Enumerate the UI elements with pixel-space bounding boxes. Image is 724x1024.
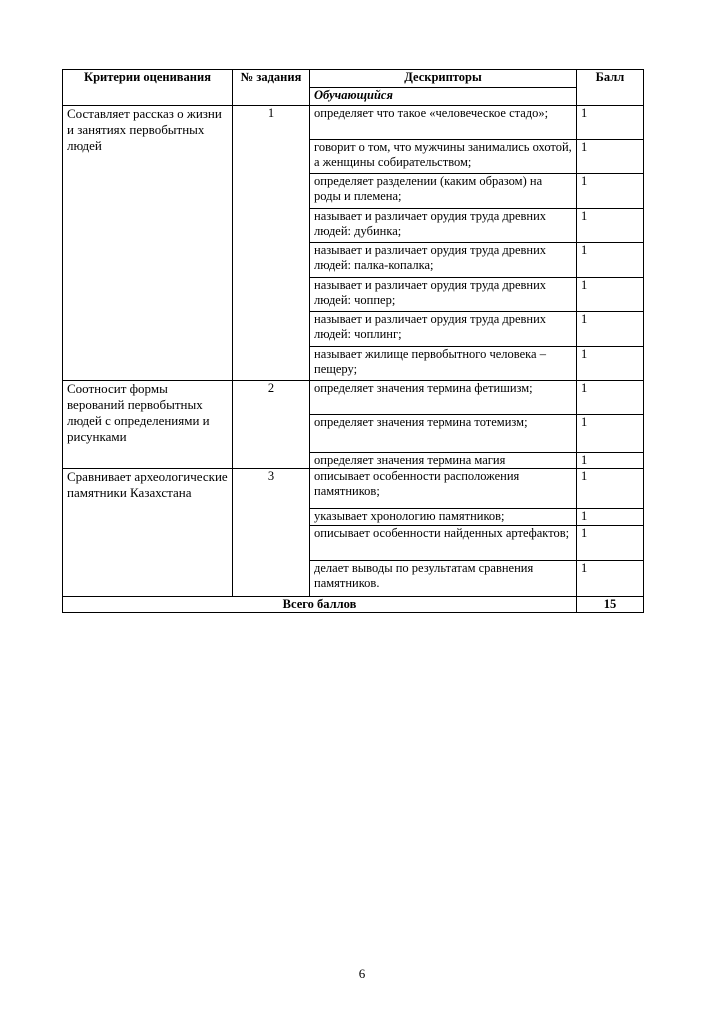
score-cell: 1 xyxy=(577,347,644,381)
descriptor-cell: называет и различает орудия труда древних людей: палка-копалка; xyxy=(310,243,577,278)
descriptor-cell: определяет значения термина фетишизм; xyxy=(310,381,577,415)
score-cell: 1 xyxy=(577,140,644,174)
descriptor-cell: делает выводы по результатам сравнения памятников. xyxy=(310,561,577,597)
score-cell: 1 xyxy=(577,509,644,526)
descriptor-cell: называет и различает орудия труда древних людей: дубинка; xyxy=(310,209,577,243)
header-criteria: Критерии оценивания xyxy=(63,70,233,106)
header-descriptors: Дескрипторы xyxy=(310,70,577,88)
total-value: 15 xyxy=(577,597,644,613)
descriptor-cell: определяет значения термина тотемизм; xyxy=(310,415,577,453)
score-cell: 1 xyxy=(577,106,644,140)
header-task-number: № задания xyxy=(233,70,310,106)
criterion-cell: Составляет рассказ о жизни и занятиях первобытных людей xyxy=(63,106,233,381)
task-number-cell: 1 xyxy=(233,106,310,381)
descriptor-cell: определяет разделении (каким образом) на роды и племена; xyxy=(310,174,577,209)
descriptor-cell: определяет что такое «человеческое стадо»; xyxy=(310,106,577,140)
descriptor-cell: называет и различает орудия труда древних людей: чоппер; xyxy=(310,278,577,312)
rubric-body xyxy=(63,106,644,597)
descriptor-cell: называет жилище первобытного человека –пещеру; xyxy=(310,347,577,381)
criterion-cell: Соотносит формы верований первобытных людей с определениями и рисунками xyxy=(63,381,233,469)
descriptor-cell: определяет значения термина магия xyxy=(310,453,577,469)
task-number-cell: 2 xyxy=(233,381,310,469)
score-cell: 1 xyxy=(577,278,644,312)
score-cell: 1 xyxy=(577,469,644,509)
descriptor-cell: называет и различает орудия труда древних людей: чоплинг; xyxy=(310,312,577,347)
score-cell: 1 xyxy=(577,209,644,243)
score-cell: 1 xyxy=(577,174,644,209)
header-learner: Обучающийся xyxy=(310,88,577,106)
descriptor-cell: говорит о том, что мужчины занимались охотой, а женщины собирательством; xyxy=(310,140,577,174)
descriptor-cell: описывает особенности расположения памятников; xyxy=(310,469,577,509)
table-row xyxy=(63,106,644,140)
assessment-rubric-table xyxy=(62,69,644,613)
score-cell: 1 xyxy=(577,243,644,278)
score-cell: 1 xyxy=(577,312,644,347)
score-cell: 1 xyxy=(577,381,644,415)
page-number: 6 xyxy=(358,966,366,981)
task-number-cell: 3 xyxy=(233,469,310,597)
total-label: Всего баллов xyxy=(63,597,577,613)
score-cell: 1 xyxy=(577,453,644,469)
descriptor-cell: описывает особенности найденных артефактов; xyxy=(310,526,577,561)
criterion-cell: Сравнивает археологические памятники Казахстана xyxy=(63,469,233,597)
score-cell: 1 xyxy=(577,415,644,453)
table-row xyxy=(63,469,644,509)
score-cell: 1 xyxy=(577,561,644,597)
table-row xyxy=(63,381,644,415)
header-score: Балл xyxy=(577,70,644,106)
descriptor-cell: указывает хронологию памятников; xyxy=(310,509,577,526)
score-cell: 1 xyxy=(577,526,644,561)
